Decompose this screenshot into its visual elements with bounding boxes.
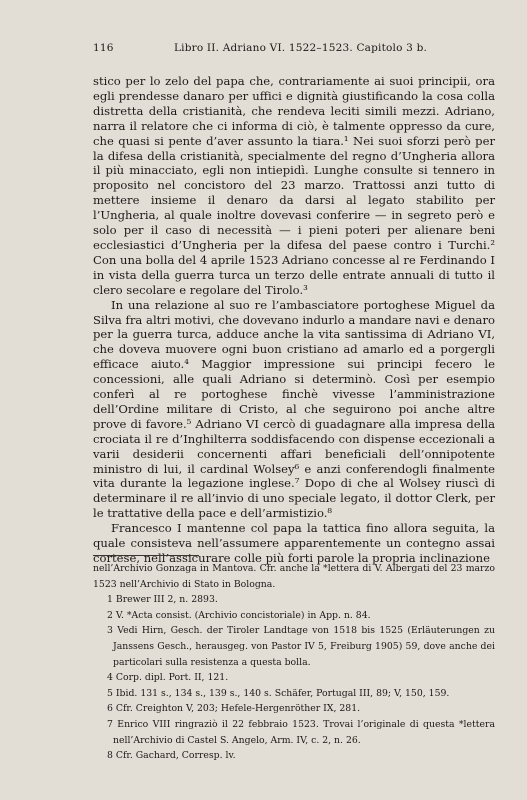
paragraph: stico per lo zelo del papa che, contrariamente ai suoi principii, ora egli prendesse danaro per uffici e dignità giustificando la cosa colla distretta della cristianità, che rendeva leciti simili mezzi. Adriano, narra il relatore che ci informa di ciò, è talmente oppresso da cure, che quasi si pente d’aver assunto la tiara.¹ Nei suoi sforzi però per la difesa della cristianità, specialmente del regno d’Ungheria allora il più minacciato, egli non intiepidì. Lunghe consulte si tennero in proposito nel concistoro del 23 marzo. Trattossi anzi tutto di mettere insieme il denaro da darsi al legato stabilito per l’Ungheria, al quale inoltre dovevasi conferire — in segreto però e solo per il caso di necessità — i pieni poteri per alienare beni ecclesiastici d’Ungheria per la difesa del paese contro i Turchi.² Con una bolla del 4 aprile 1523 Adriano concesse al re Ferdinando I in vista della guerra turca un terzo delle entrate annuali di tutto il clero secolare e regolare del Tirolo.³: [93, 74, 495, 297]
paragraph: Francesco I mantenne col papa la tattica fino allora seguita, la quale consisteva nell’assumere apparentemente un contegno assai cortese, nell’assicurare colle più forti parole la propria inclinazione: [93, 521, 495, 565]
footnote-continuation: nell’Archivio Gonzaga in Mantova. Cfr. anche la *lettera di V. Albergati del 23 marzo 1523 nell’Archivio di Stato in Bologna.: [93, 563, 495, 590]
footnote: 1 Brewer III 2, n. 2893.: [107, 594, 218, 606]
footnote: 2 V. *Acta consist. (Archivio concistoriale) in App. n. 84.: [107, 609, 371, 621]
paragraph: In una relazione al suo re l’ambasciatore portoghese Miguel da Silva fra altri motivi, che dovevano indurlo a mandare navi e denaro per la guerra turca, adduce anche la vita santissima di Adriano VI, che doveva muovere ogni buon cristiano ad amarlo ed a porgergli efficace aiuto.⁴ Maggior impressione sui principi fecero le concessioni, alle quali Adriano si determinò. Così per esempio conferì al re portoghese finchè vivesse l’amministrazione dell’Ordine militare di Cristo, al che seguirono poi anche altre prove di favore.⁵ Adriano VI cercò di guadagnare alla impresa della crociata il re d’Inghilterra soddisfacendo con dispense eccezionali a varii desiderii concernenti affari beneficiali dell’onnipotente ministro di lui, il cardinal Wolsey⁶ e anzi conferendogli finalmente vita durante la legazione inglese.⁷ Dopo di che al Wolsey riuscì di determinare il re all’invio di uno speciale legato, il dottor Clerk, per le trattative della pace e dell’armistizio.⁸: [93, 297, 495, 521]
footnote: 8 Cfr. Gachard, Corresp. lv.: [107, 750, 236, 762]
footnote: 3 Vedi Hirn, Gesch. der Tiroler Landtage von 1518 bis 1525 (Erläuterungen zu Janssens Gesch., herausgeg. von Pastor IV 5, Freiburg 1905) 59, dove anche dei particolari sulla resistenza a questa bolla.: [107, 625, 495, 668]
footnote: 7 Enrico VIII ringraziò il 22 febbraio 1523. Trovai l’originale di questa *lettera nell’Archivio di Castel S. Angelo, Arm. IV, c. 2, n. 26.: [107, 718, 495, 746]
footnote: 5 Ibid. 131 s., 134 s., 139 s., 140 s. Schäfer, Portugal III, 89; V, 150, 159.: [107, 687, 450, 699]
footnote: 6 Cfr. Creighton V, 203; Hefele-Hergenröther IX, 281.: [107, 703, 361, 715]
running-title: Libro II. Adriano VI. 1522–1523. Capitolo 3 b.: [174, 42, 428, 54]
footnote: 4 Corp. dipl. Port. II, 121.: [107, 672, 229, 684]
footnotes: [93, 561, 495, 764]
main-text: [93, 74, 495, 566]
page-number: 116: [93, 42, 114, 54]
footnote-rule: [93, 555, 199, 556]
